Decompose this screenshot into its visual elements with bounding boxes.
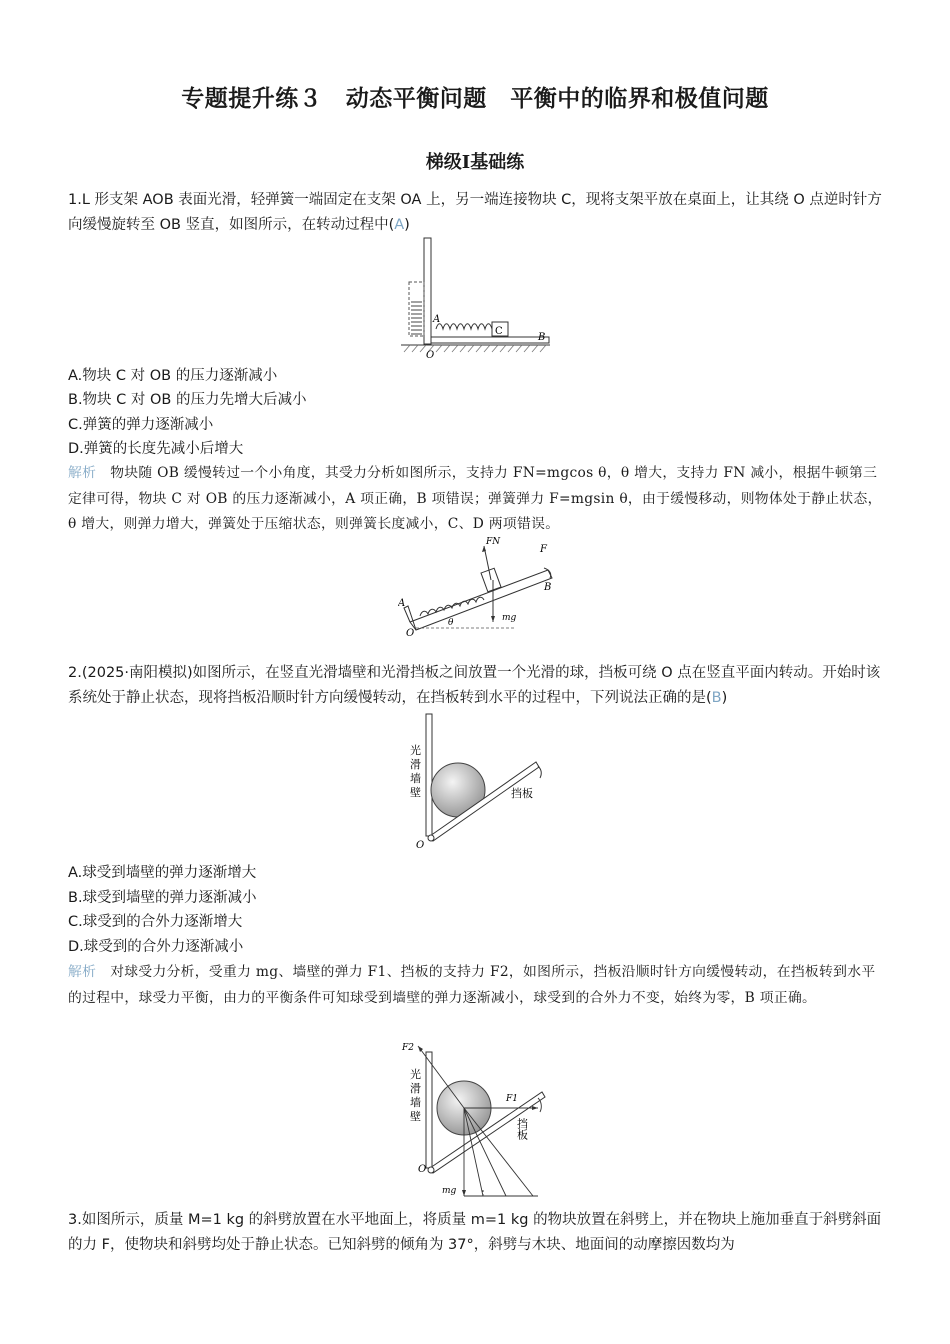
q2-figure-setup: [406, 710, 551, 850]
question-text: 如图所示，质量 M=1 kg 的斜劈放置在水平地面上，将质量 m=1 kg 的物块放置在斜劈上，并在物块上施加垂直于斜劈斜面的力 F，使物块和斜劈均处于静止状态。已知斜劈的倾角为 37°，斜劈与木块、地面间的动摩擦因数均为: [68, 1212, 882, 1253]
svg-text:滑: 滑: [410, 758, 421, 771]
q1-option-a: A.物块 C 对 OB 的压力逐渐减小: [68, 368, 278, 384]
o-label: O: [418, 1164, 427, 1175]
o-label: O: [406, 628, 415, 639]
question-number: 1.: [68, 192, 82, 208]
fn-label: FN: [486, 537, 501, 547]
explanation-text: 物块随 OB 缓慢转过一个小角度，其受力分析如图所示，支持力 FN=mgcos θ，θ 增大，支持力 FN 减小，根据牛顿第三定律可得，物块 C 对 OB 的压力逐渐减小，A 项正确，B 项错误；弹簧弹力 F=mgsin θ，由于缓慢移动，则物体处于静止状态，θ 增大，则弹力增大，弹簧处于压缩状态，则弹簧长度减小，C、D 两项错误。: [68, 465, 882, 532]
question-text: (2025·南阳模拟)如图所示，在竖直光滑墙壁和光滑挡板之间放置一个光滑的球，挡板可绕 O 点在竖直平面内转动。开始时该系统处于静止状态，现将挡板沿顺时针方向缓慢转动，在挡板转到水平的过程中，下列说法正确的是(: [68, 665, 881, 706]
board-label: 挡板: [515, 1118, 529, 1140]
svg-text:光: 光: [410, 1068, 421, 1081]
explanation-label: 解析: [68, 465, 97, 481]
section-subtitle: 梯级Ⅰ基础练: [425, 152, 525, 173]
f2-label: F2: [402, 1043, 414, 1053]
question-number: 3.: [68, 1212, 82, 1228]
point-b-label: B: [538, 332, 546, 343]
svg-text:墙: 墙: [410, 1096, 421, 1109]
q1-figure-bracket: [398, 236, 558, 361]
f1-label: F1: [506, 1094, 518, 1104]
board-label: 挡板: [511, 787, 533, 800]
question-1: [68, 188, 888, 238]
mg-label: mg: [442, 1186, 457, 1196]
q2-option-d: D.球受到的合外力逐渐减小: [68, 939, 244, 955]
page-title: 专题提升练３ 动态平衡问题 平衡中的临界和极值问题: [181, 85, 769, 112]
explanation-text: 对球受力分析，受重力 mg、墙壁的弹力 F1、挡板的支持力 F2，如图所示，挡板沿顺时针方向缓慢转动，在挡板转到水平的过程中，球受力平衡，由力的平衡条件可知球受到墙壁的弹力逐渐减小，球受到的合外力不变，始终为零，B 项正确。: [68, 964, 876, 1006]
q1-option-b: B.物块 C 对 OB 的压力先增大后减小: [68, 392, 307, 408]
question-number: 2.: [68, 665, 82, 681]
svg-text:壁: 壁: [410, 1110, 421, 1123]
o-label: O: [416, 840, 425, 850]
q2-option-a: A.球受到墙壁的弹力逐渐增大: [68, 865, 257, 881]
q2-option-c: C.球受到的合外力逐渐增大: [68, 914, 243, 930]
answer-letter: B: [711, 690, 722, 706]
q1-option-d: D.弹簧的长度先减小后增大: [68, 441, 244, 457]
b-label: B: [544, 582, 552, 593]
q1-figure-force-analysis: [398, 532, 563, 640]
answer-letter: A: [394, 217, 405, 233]
question-text: L 形支架 AOB 表面光滑，轻弹簧一端固定在支架 OA 上，另一端连接物块 C，现将支架平放在桌面上，让其绕 O 点逆时针方向缓慢旋转至 OB 竖直，如图所示，在转动过程中(: [68, 192, 882, 233]
answer-close: ): [721, 690, 728, 706]
q2-explanation: [68, 960, 888, 1011]
svg-text:墙: 墙: [410, 772, 421, 785]
point-o-label: O: [426, 350, 435, 361]
svg-text:壁: 壁: [410, 786, 421, 799]
mg-label: mg: [502, 613, 517, 623]
question-3: [68, 1208, 888, 1258]
q1-explanation: [68, 461, 888, 538]
q2-option-b: B.球受到墙壁的弹力逐渐减小: [68, 890, 257, 906]
a-label: A: [398, 598, 406, 609]
point-a-label: A: [433, 314, 441, 325]
question-2: [68, 661, 888, 711]
block-c-label: C: [495, 326, 503, 337]
q1-option-c: C.弹簧的弹力逐渐减小: [68, 417, 214, 433]
theta-label: θ: [448, 618, 454, 628]
f-label: F: [540, 544, 547, 555]
q2-figure-force-analysis: [398, 1038, 558, 1203]
svg-text:滑: 滑: [410, 1082, 421, 1095]
answer-close: ): [404, 217, 410, 233]
explanation-label: 解析: [68, 964, 97, 980]
svg-text:光: 光: [410, 744, 421, 757]
